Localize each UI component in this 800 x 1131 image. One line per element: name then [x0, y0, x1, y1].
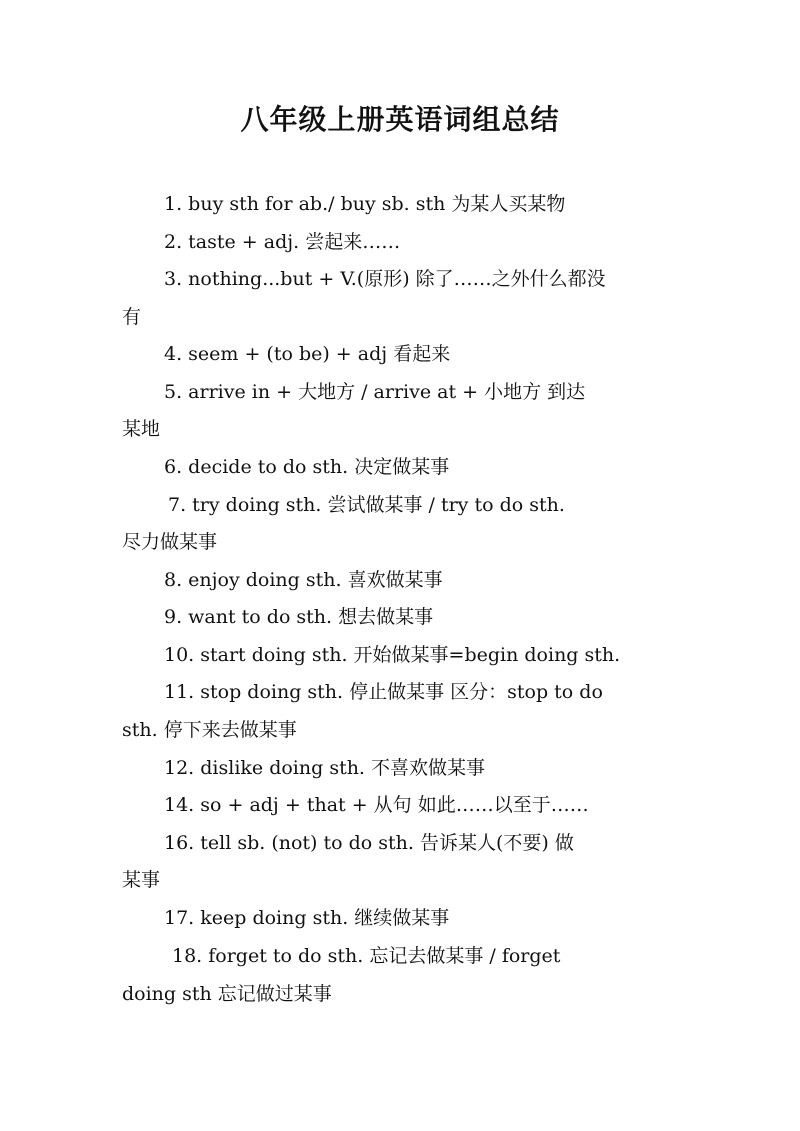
phrase-line-8: 8. enjoy doing sth. 喜欢做某事	[164, 569, 443, 591]
phrase-line-14: 14. so + adj + that + 从句 如此……以至于……	[164, 794, 589, 816]
phrase-line-17: 17. keep doing sth. 继续做某事	[164, 907, 450, 929]
phrase-line-9: 9. want to do sth. 想去做某事	[164, 606, 434, 628]
phrase-line-18: 18. forget to do sth. 忘记去做某事 / forget	[172, 945, 561, 967]
phrase-line-5-cont: 某地	[122, 418, 161, 440]
phrase-line-7: 7. try doing sth. 尝试做某事 / try to do sth.	[168, 494, 565, 516]
phrase-line-11: 11. stop doing sth. 停止做某事 区分：stop to do	[164, 681, 603, 703]
phrase-line-4: 4. seem + (to be) + adj 看起来	[164, 343, 451, 365]
phrase-line-18-cont: doing sth 忘记做过某事	[122, 983, 332, 1005]
phrase-line-2: 2. taste + adj. 尝起来……	[164, 231, 401, 253]
phrase-line-3-cont: 有	[122, 306, 142, 328]
phrase-line-16-cont: 某事	[122, 869, 161, 891]
phrase-line-6: 6. decide to do sth. 决定做某事	[164, 456, 450, 478]
phrase-line-10: 10. start doing sth. 开始做某事=begin doing sth.	[164, 644, 621, 666]
phrase-line-1: 1. buy sth for ab./ buy sb. sth 为某人买某物	[164, 193, 566, 215]
phrase-line-5: 5. arrive in + 大地方 / arrive at + 小地方 到达	[164, 381, 586, 403]
phrase-line-11-cont: sth. 停下来去做某事	[122, 719, 297, 741]
phrase-line-16: 16. tell sb. (not) to do sth. 告诉某人(不要) 做	[164, 832, 574, 854]
phrase-line-12: 12. dislike doing sth. 不喜欢做某事	[164, 757, 486, 779]
phrase-line-3: 3. nothing...but + V.(原形) 除了……之外什么都没	[164, 268, 606, 290]
phrase-line-7-cont: 尽力做某事	[122, 531, 218, 553]
page-title: 八年级上册英语词组总结	[240, 103, 560, 136]
